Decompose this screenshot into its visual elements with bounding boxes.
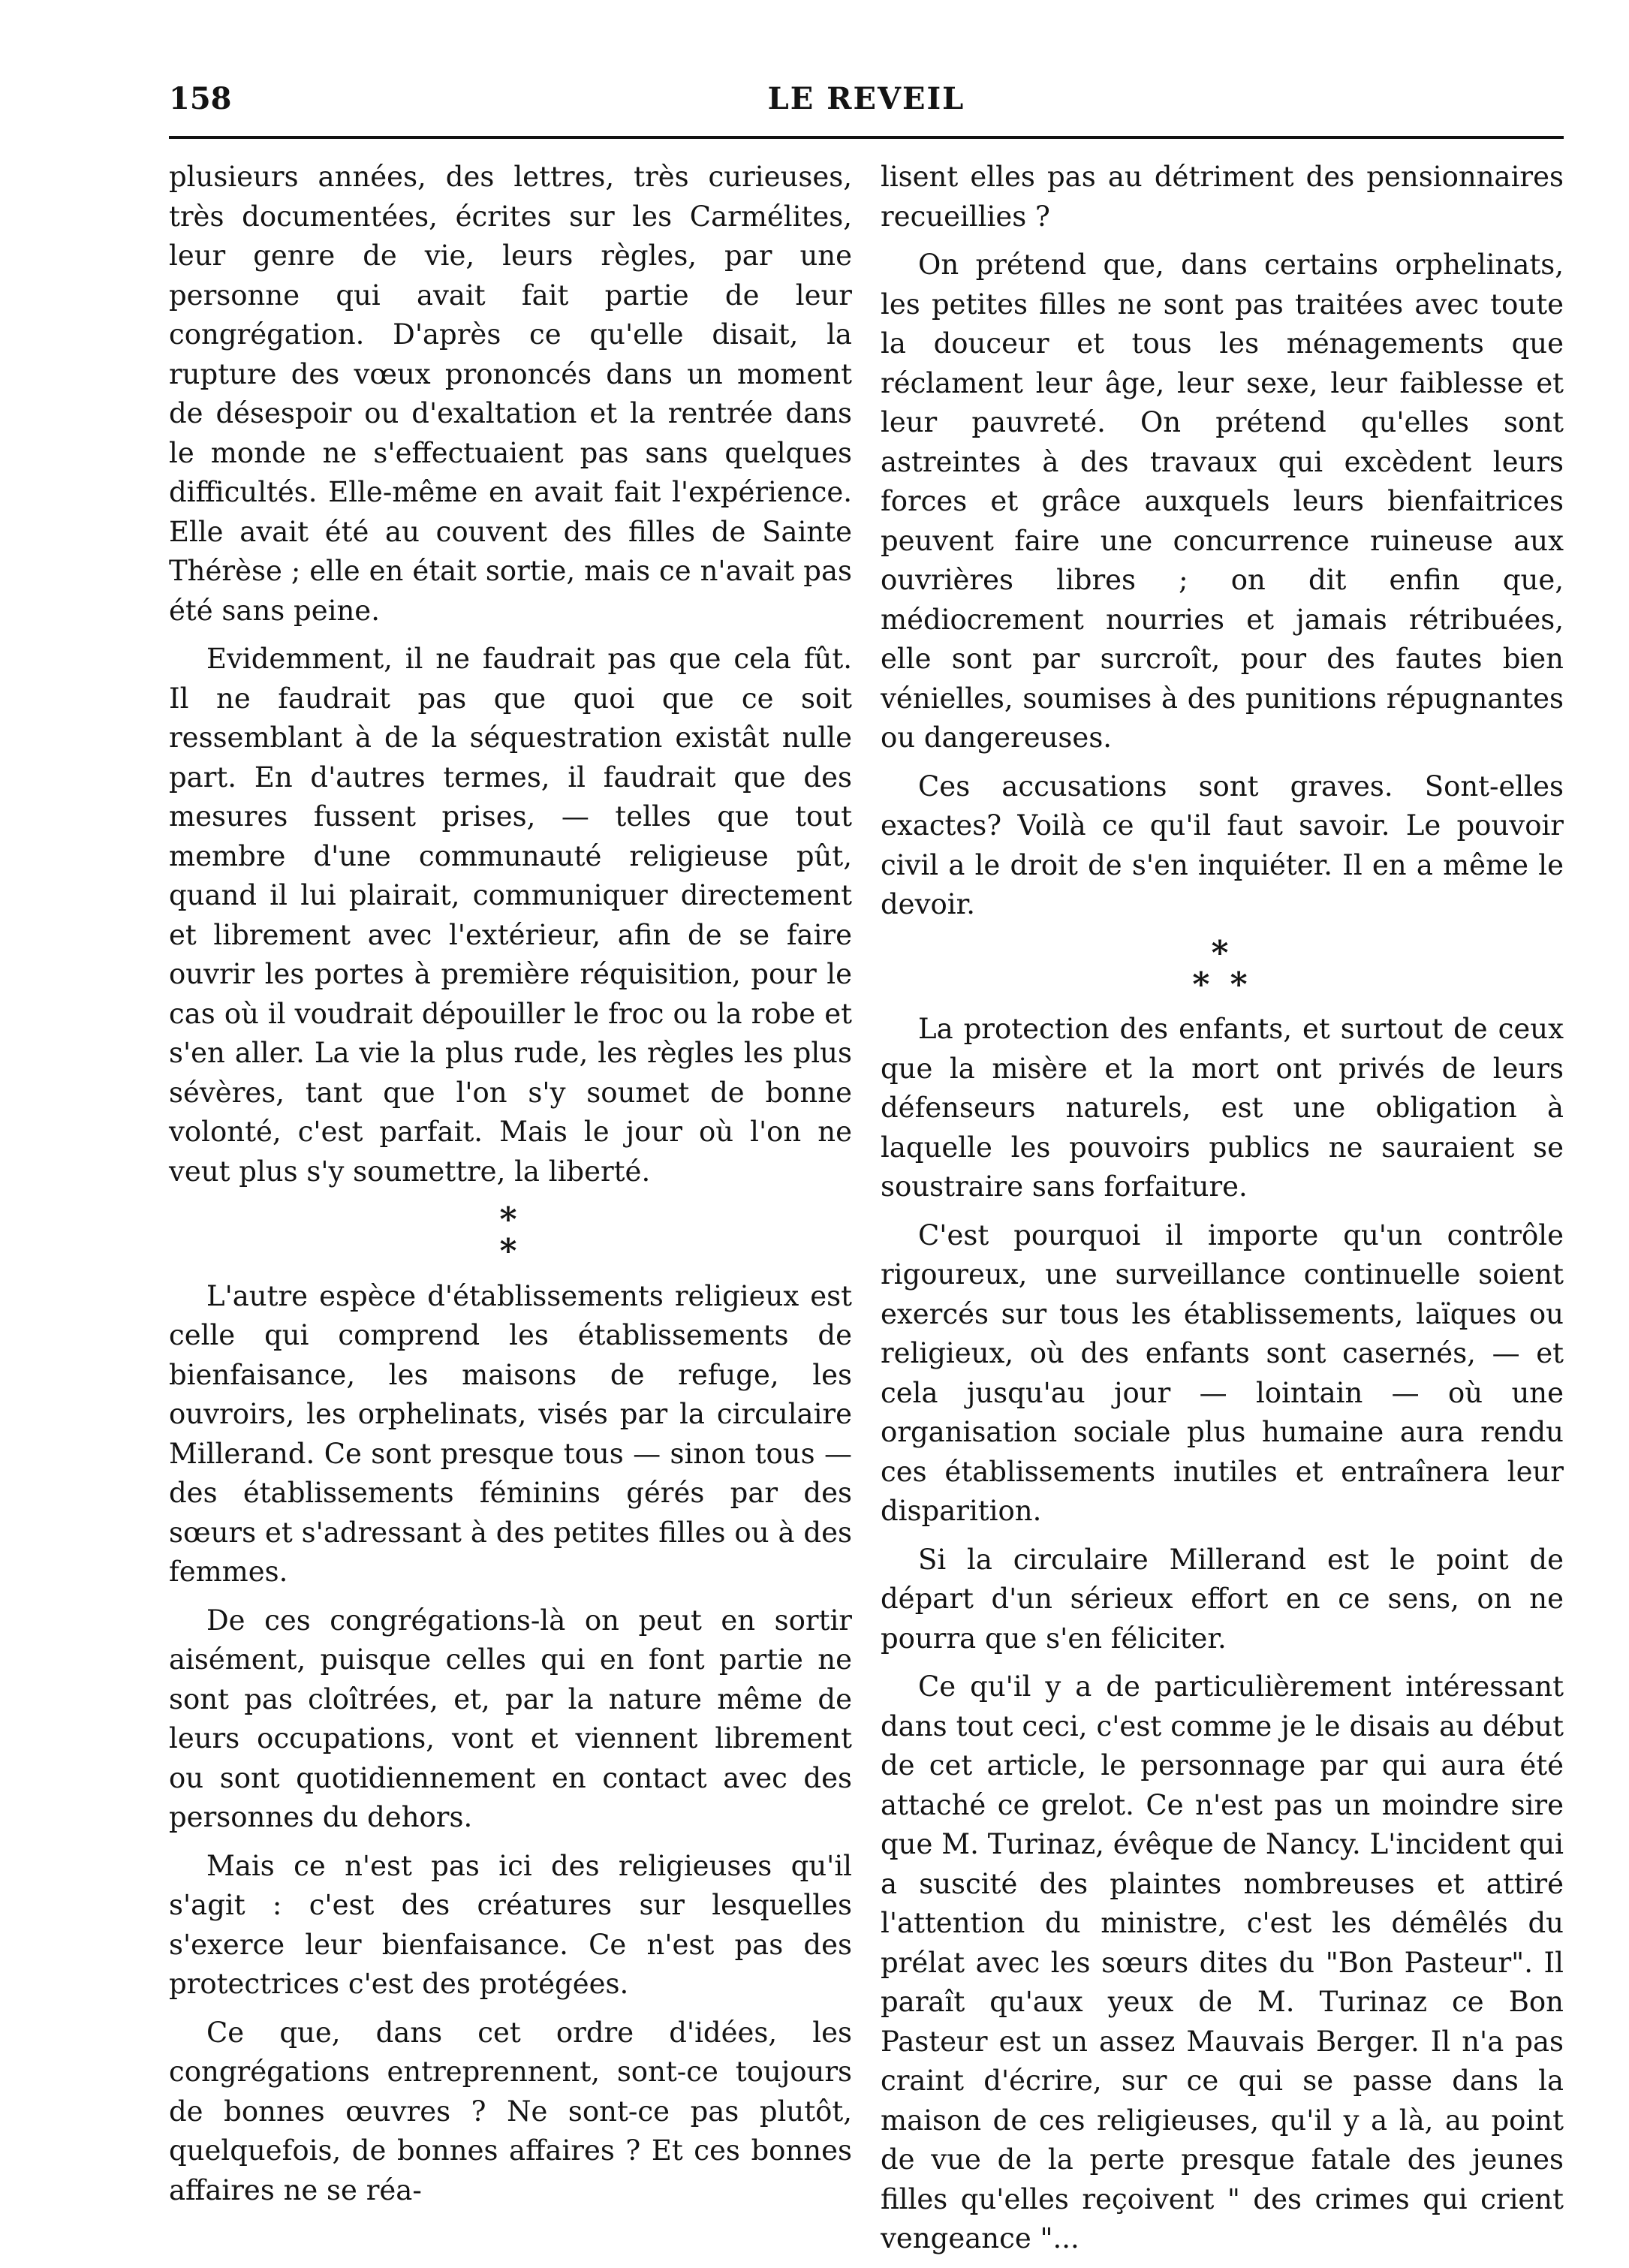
- paragraph: Evidemment, il ne faudrait pas que cela fût. Il ne faudrait pas que quoi que ce soit ressemblant à de la séquestration existât nulle part. En d'autres termes, il faudrait que des mesures fussent prises, — telles que tout membre d'une communauté religieuse pût, quand il lui plairait, communiquer directement et librement avec l'extérieur, afin de se faire ouvrir les portes à première réquisition, pour le cas où il voudrait dépouiller le froc ou la robe et s'en aller. La vie la plus rude, les règles les plus sévères, tant que l'on s'y soumet de bonne volonté, c'est parfait. Mais le jour où l'on ne veut plus s'y soumettre, la liberté.: [169, 643, 852, 1188]
- paragraph: Ce que, dans cet ordre d'idées, les congrégations entreprennent, sont-ce toujours de bonnes œuvres ? Ne sont-ce pas plutôt, quelquefois, de bonnes affaires ? Et ces bonnes affaires ne se réa-: [169, 2016, 852, 2206]
- journal-title: LE REVEIL: [767, 81, 965, 116]
- paragraph: plusieurs années, des lettres, très curieuses, très documentées, écrites sur les Carmélites, leur genre de vie, leurs règles, par une personne qui avait fait partie de leur congrégation. D'après ce qu'elle disait, la rupture des vœux prononcés dans un moment de désespoir ou d'exaltation et la rentrée dans le monde ne s'effectuaient pas sans quelques difficultés. Elle-même en avait fait l'expérience. Elle avait été au couvent des filles de Sainte Thérèse ; elle en était sortie, mais ce n'avait pas été sans peine.: [169, 161, 852, 627]
- left-column: [169, 158, 852, 2219]
- paragraph: De ces congrégations-là on peut en sortir aisément, puisque celles qui en font partie ne sont pas cloîtrées, et, par la nature même de leurs occupations, vont et viennent librement ou sont quotidiennement en contact avec des personnes du dehors.: [169, 1604, 852, 1834]
- asterism-bottom: *: [499, 1232, 522, 1271]
- section-break-asterism: [169, 1200, 852, 1271]
- paragraph: La protection des enfants, et surtout de ceux que la misère et la mort ont privés de leurs défenseurs naturels, est une obligation à laquelle les pouvoirs publics ne sauraient se soustraire sans forfaiture.: [881, 1013, 1564, 1203]
- page-header: [169, 81, 1564, 126]
- paragraph: C'est pourquoi il importe qu'un contrôle rigoureux, une surveillance continuelle soient exercés sur tous les établissements, laïques ou religieux, où des enfants sont casernés, — et cela jusqu'au jour — lointain — où une organisation sociale plus humaine aura rendu ces établissements inutiles et entraînera leur disparition.: [881, 1218, 1564, 1528]
- page-number: 158: [169, 81, 232, 116]
- paragraph: lisent elles pas au détriment des pensionnaires recueillies ?: [881, 161, 1564, 233]
- paragraph: Ce qu'il y a de particulièrement intéressant dans tout ceci, c'est comme je le disais au début de cet article, le personnage par qui aura été attaché ce grelot. Ce n'est pas un moindre sire que M. Turinaz, évêque de Nancy. L'incident qui a suscité des plaintes nombreuses et attiré l'attention du ministre, c'est les démêlés du prélat avec les sœurs dites du "Bon Pasteur". Il paraît qu'aux yeux de M. Turinaz ce Bon Pasteur est un assez Mauvais Berger. Il n'a pas craint d'écrire, sur ce qui se passe dans la maison de ces religieuses, qu'il y a là, au point de vue de la perte presque fatale des jeunes filles qu'elles reçoivent " des crimes qui crient vengeance "...: [881, 1670, 1564, 2255]
- paragraph: Ces accusations sont graves. Sont-elles exactes? Voilà ce qu'il faut savoir. Le pouvoir civil a le droit de s'en inquiéter. Il en a même le devoir.: [881, 770, 1564, 920]
- paragraph: Mais ce n'est pas ici des religieuses qu'il s'agit : c'est des créatures sur lesquelles s'exerce leur bienfaisance. Ce n'est pas des protectrices c'est des protégées.: [169, 1849, 852, 2001]
- right-column: [881, 158, 1564, 2268]
- header-rule: [169, 136, 1564, 139]
- asterism-top: *: [1211, 933, 1233, 972]
- paragraph: Si la circulaire Millerand est le point de départ d'un sérieux effort en ce sens, on ne pourra que s'en féliciter.: [881, 1543, 1564, 1655]
- section-break-asterism: [881, 933, 1564, 1004]
- asterism-bottom: * *: [1192, 965, 1252, 1004]
- paragraph: L'autre espèce d'établissements religieux est celle qui comprend les établissements de bienfaisance, les maisons de refuge, les ouvroirs, les orphelinats, visés par la circulaire Millerand. Ce sont presque tous — sinon tous — des établissements féminins gérés par des sœurs et s'adressant à des petites filles ou à des femmes.: [169, 1279, 852, 1589]
- asterism-top: *: [499, 1200, 522, 1239]
- paragraph: On prétend que, dans certains orphelinats, les petites filles ne sont pas traitées avec toute la douceur et tous les ménagements que réclament leur âge, leur sexe, leur faiblesse et leur pauvreté. On prétend qu'elles sont astreintes à des travaux qui excèdent leurs forces et grâce auxquels leurs bienfaitrices peuvent faire une concurrence ruineuse aux ouvrières libres ; on dit enfin que, médiocrement nourries et jamais rétribuées, elle sont par surcroît, pour des fautes bien vénielles, soumises à des punitions répugnantes ou dangereuses.: [881, 248, 1564, 754]
